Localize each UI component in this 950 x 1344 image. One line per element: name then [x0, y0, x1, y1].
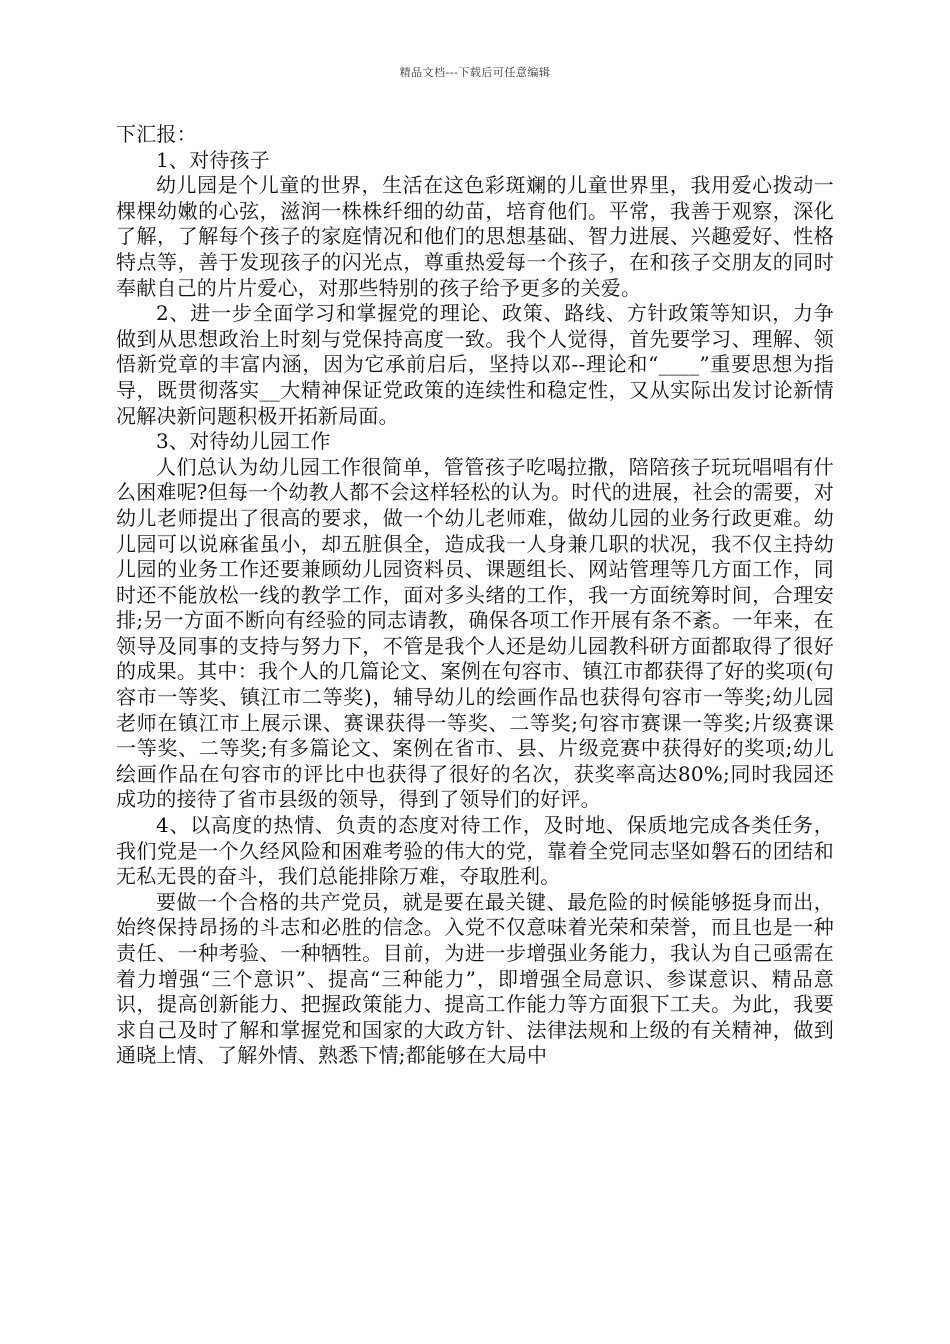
paragraph-children: 幼儿园是个儿童的世界，生活在这色彩斑斓的儿童世界里，我用爱心拨动一棵棵幼嫩的心弦，滋润一株株纤细的幼苗，培育他们。平常，我善于观察，深化了解，了解每个孩子的家庭情况和他们的思想基础、智力进展、兴趣爱好、性格特点等，善于发现孩子的闪光点，尊重热爱每一个孩子，在和孩子交朋友的同时奉献自己的片片爱心，对那些特别的孩子给予更多的关爱。 — [116, 173, 834, 300]
document-body — [116, 122, 834, 1069]
paragraph-intro: 下汇报： — [116, 122, 197, 146]
heading-treat-children: 1、对待孩子 — [156, 147, 270, 172]
page-header: 精品文档---下载后可任意编辑 — [399, 66, 551, 79]
paragraph-kindergarten-work: 人们总认为幼儿园工作很简单，管管孩子吃喝拉撒，陪陪孩子玩玩唱唱有什么困难呢?但每一个幼教人都不会这样轻松的认为。时代的进展，社会的需要，对幼儿老师提出了很高的要求，做一个幼儿老师难，做幼儿园的业务行政更难。幼儿园可以说麻雀虽小，却五脏俱全，造成我一人身兼几职的状况，我不仅主持幼儿园的业务工作还要兼顾幼儿园资料员、课题组长、网站管理等几方面工作，同时还不能放松一线的教学工作，面对多头绪的工作，我一方面统筹时间，合理安排;另一方面不断向有经验的同志请教，确保各项工作开展有条不紊。一年来，在领导及同事的支持与努力下，不管是我个人还是幼儿园教科研方面都取得了很好的成果。其中：我个人的几篇论文、案例在句容市、镇江市都获得了好的奖项(句容市一等奖、镇江市二等奖)，辅导幼儿的绘画作品也获得句容市一等奖;幼儿园老师在镇江市上展示课、赛课获得一等奖、二等奖;句容市赛课一等奖;片级赛课一等奖、二等奖;有多篇论文、案例在省市、县、片级竞赛中获得好的奖项;幼儿绘画作品在句容市的评比中也获得了很好的名次，获奖率高达80%;同时我园还成功的接待了省市县级的领导，得到了领导们的好评。 — [116, 454, 834, 812]
heading-kindergarten-work: 3、对待幼儿园工作 — [156, 429, 331, 454]
paragraph-party-member: 要做一个合格的共产党员，就是要在最关键、最危险的时候能够挺身而出，始终保持昂扬的斗志和必胜的信念。入党不仅意味着光荣和荣誉，而且也是一种责任、一种考验、一种牺牲。目前，为进一步增强业务能力，我认为自己亟需在着力增强“三个意识”、提高“三种能力”，即增强全局意识、参谋意识、精品意识，提高创新能力、把握政策能力、提高工作能力等方面狠下工夫。为此，我要求自己及时了解和掌握党和国家的大政方针、法律法规和上级的有关精神，做到通晓上情、了解外情、熟悉下情;都能够在大局中 — [116, 889, 834, 1068]
paragraph-party-theory: 2、进一步全面学习和掌握党的理论、政策、路线、方针政策等知识，力争做到从思想政治上时刻与党保持高度一致。我个人觉得，首先要学习、理解、领悟新党章的丰富内涵，因为它承前启后，坚持以邓--理论和“____”重要思想为指导，既贯彻落实__大精神保证党政策的连续性和稳定性，又从实际出发讨论新情况解决新问题积极开拓新局面。 — [116, 301, 834, 428]
paragraph-enthusiasm: 4、以高度的热情、负责的态度对待工作，及时地、保质地完成各类任务，我们党是一个久经风险和困难考验的伟大的党，靠着全党同志坚如磐石的团结和无私无畏的奋斗，我们总能排除万难，夺取胜利。 — [116, 813, 834, 889]
